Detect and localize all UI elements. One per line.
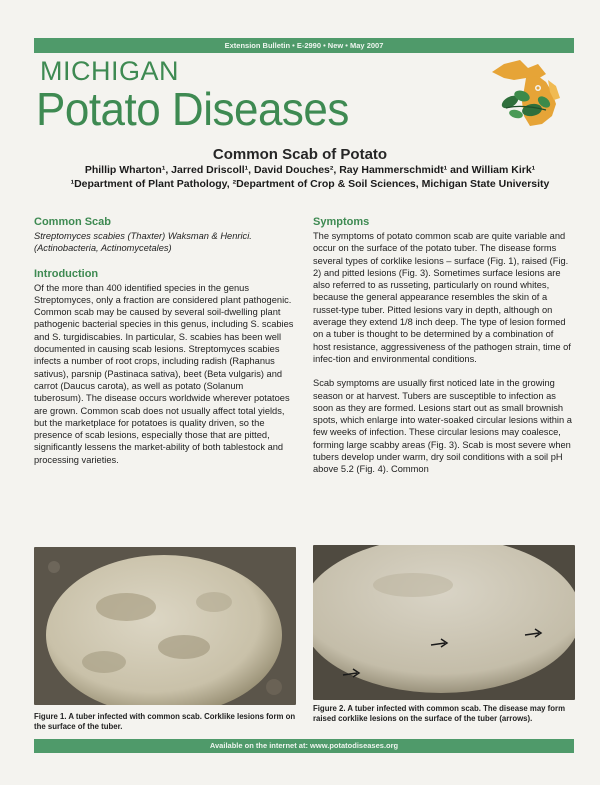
michigan-map-potato-leaf-icon — [486, 50, 576, 132]
footer-bar: Available on the internet at: www.potatodiseases.org — [34, 739, 574, 753]
figure-2-caption: Figure 2. A tuber infected with common scab. The disease may form raised corklike lesions on the surface of the tuber (arrows). — [313, 704, 566, 723]
right-column — [313, 215, 573, 488]
symptoms-heading: Symptoms — [313, 216, 370, 228]
figure-1-photo — [34, 547, 296, 705]
figure-2-photo — [313, 545, 575, 700]
common-scab-heading: Common Scab — [34, 216, 112, 228]
introduction-text: Of the more than 400 identified species in the genus Streptomyces, only a fraction are considered plant pathogenic. Common scab may be caused by several soil-dwelling plant pathogenic bacterial species in this genus, including S. scabies and S. turgidiscabies. In particular, S. scabies has been well documented in causing scab lesions. Streptomyces scabies infects a number of root crops, including radish (Raphanus sativus), parsnip (Pastinaca sativa), beet (Beta vulgaris) and carrot (Daucus carota), as well as potato (Solanum tuberosum). The disease occurs worldwide wherever potatoes are grown. Common scab does not usually affect total yields, but the marketplace for potatoes is quality driven, so the presence of scab lesions, especially those that are pitted, significantly lessens the market-ability of both tablestock and processing varieties. — [34, 282, 294, 465]
bulletin-header-bar: Extension Bulletin • E-2990 • New • May 2007 — [34, 38, 574, 53]
symptoms-paragraph-2: Scab symptoms are usually first noticed late in the growing season or at harvest. Tubers are susceptible to infection as soon as they are formed. Lesions start out as small brownish spots, which enlarge into water-soaked circular lesions within a few weeks of infection. These circular lesions may coalesce, forming large scabby areas (Fig. 3). Scab is most severe when tubers develop under warm, dry soil conditions with a soil pH above 5.2 (Fig. 4). Common — [313, 378, 572, 475]
brand-potato-diseases: Potato Diseases — [36, 84, 349, 136]
introduction-heading: Introduction — [34, 267, 99, 280]
brand-michigan: MICHIGAN — [40, 56, 179, 86]
article-authors: Phillip Wharton¹, Jarred Driscoll¹, David Douches², Ray Hammerschmidt¹ and William Kirk¹ — [84, 164, 536, 176]
article-title: Common Scab of Potato — [212, 146, 388, 163]
article-affiliations: ¹Department of Plant Pathology, ²Department of Crop & Soil Sciences, Michigan State University — [70, 178, 550, 190]
left-column — [34, 215, 294, 478]
figure-1-caption: Figure 1. A tuber infected with common scab. Corklike lesions form on the surface of the tuber. — [34, 712, 296, 731]
common-scab-taxonomy: Streptomyces scabies (Thaxter) Waksman & Henrici. (Actinobacteria, Actinomycetales) — [34, 231, 252, 254]
symptoms-paragraph-1: The symptoms of potato common scab are quite variable and occur on the surface of the potato tuber. The disease forms several types of corklike lesions – surface (Fig. 1), raised (Fig. 2) and pitted lesions (Fig. 3). Sometimes surface lesions are also referred to as russeting, particularly on round whites, because the general appearance resembles the skin of a russet-type tuber. Pitted lesions vary in depth, although on average they extend 1/8 inch deep. The type of lesion formed on a tuber is thought to be determined by a combination of host resistance, aggressiveness of the pathogen strain, time of infec-tion and environmental conditions. — [313, 231, 571, 364]
